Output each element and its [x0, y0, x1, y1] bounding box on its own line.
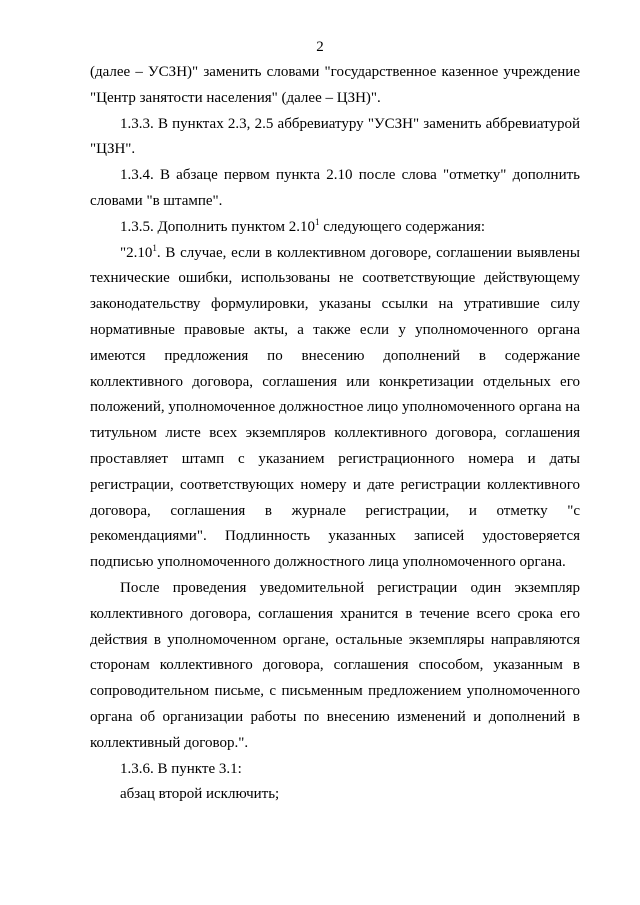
paragraph-new-clause-2-10-1 [90, 241, 580, 576]
item-1-3-5-superscript: 1 [314, 216, 320, 227]
paragraph-item-1-3-6: 1.3.6. В пункте 3.1: [120, 760, 242, 777]
clause-2-10-1-text: . В случае, если в коллективном договоре, соглашении выявлены технические ошибки, использованы не соответствующие действующему законодательству формулировки, указаны ссылки на утратившие силу нормативные правовые акты, а также если у уполномоченного органа имеются предложения по внесению дополнений в содержание коллективного договора, соглашения или конкретизации отдельных его положений, уполномоченное должностное лицо уполномоченного органа на титульном листе всех экземпляров коллективного договора, соглашения проставляет штамп с указанием регистрационного номера и даты регистрации, соответствующих номеру и дате регистрации коллективного договора, соглашения в журнале регистрации, и отметку "с рекомендациями". Подлинность указанных записей удостоверяется подписью уполномоченного должностного лица уполномоченного органа. [90, 244, 580, 571]
document-body [90, 60, 580, 808]
clause-2-10-1-superscript: 1 [152, 242, 157, 253]
clause-2-10-1-number: "2.10 [120, 244, 153, 261]
paragraph-continuation: (далее – УСЗН)" заменить словами "государственное казенное учреждение "Центр занятости населения" (далее – ЦЗН)". [90, 64, 580, 106]
item-1-3-5-text-after: следующего содержания: [319, 218, 486, 235]
item-1-3-5-text-before: 1.3.5. Дополнить пунктом 2.10 [120, 218, 315, 235]
paragraph-after-registration: После проведения уведомительной регистрации один экземпляр коллективного договора, соглашения хранится в течение всего срока его действия в уполномоченном органе, остальные экземпляры направляются сторонам коллективного договора, соглашения способом, указанным в сопроводительном письме, с письменным предложением уполномоченного органа об организации работы по внесению изменений и дополнений в коллективный договор.". [90, 579, 580, 751]
paragraph-item-1-3-4: 1.3.4. В абзаце первом пункта 2.10 после слова "отметку" дополнить словами "в штампе". [90, 167, 580, 209]
page-number: 2 [316, 39, 324, 55]
paragraph-exclude-second: абзац второй исключить; [120, 786, 280, 803]
paragraph-item-1-3-3: 1.3.3. В пунктах 2.3, 2.5 аббревиатуру "УСЗН" заменить аббревиатурой "ЦЗН". [90, 115, 580, 158]
paragraph-item-1-3-5 [90, 215, 580, 241]
